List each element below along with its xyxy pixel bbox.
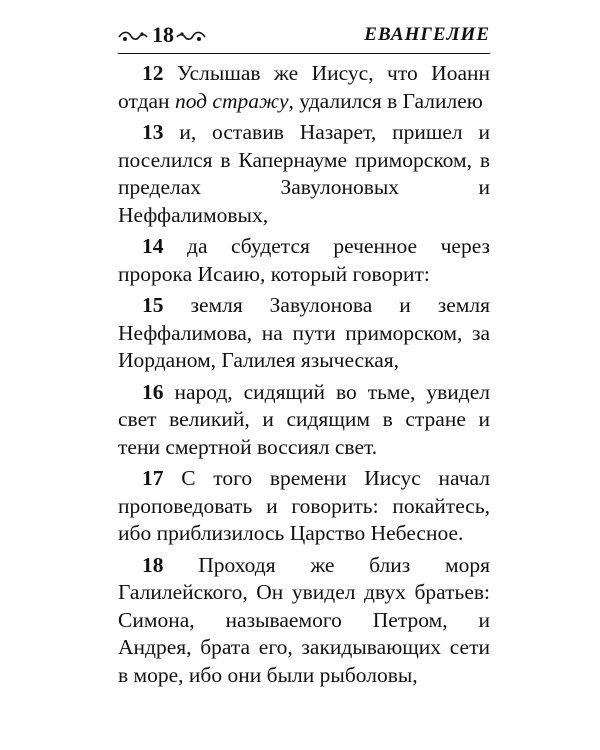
verse-text: С того времени Иисус начал проповедовать и говорить: покайтесь, ибо приблизилось Царство Небесное. <box>118 466 490 545</box>
verse-number: 18 <box>142 552 164 577</box>
verse-italic-text: под стражу <box>174 88 289 113</box>
verse-14 <box>118 233 490 288</box>
verse-text: Услышав же Иисус, что Иоанн отдан <box>118 61 490 113</box>
verse-16 <box>118 379 490 462</box>
verse-number: 17 <box>142 466 164 490</box>
vine-ornament-icon <box>118 30 148 44</box>
verse-number: 14 <box>142 234 164 258</box>
verse-number: 13 <box>142 120 164 144</box>
verse-number: 16 <box>142 379 164 404</box>
verse-text: Проходя же близ моря Галилейского, Он увидел двух братьев: Симона, называемого Петром, и Андрея, брата его, закидывающих сети в море, ибо они были рыболовы, <box>118 552 490 687</box>
verse-17 <box>118 465 490 548</box>
verse-text: , удалился в Галилею <box>288 88 483 113</box>
verse-text: земля Завулонова и земля Неффалимова, на пути приморском, за Иорданом, Галилея языческая, <box>118 293 490 372</box>
scripture-text <box>118 60 490 693</box>
header-rule <box>118 53 490 54</box>
vine-ornament-icon <box>176 30 206 44</box>
verse-text: и, оставив Назарет, пришел и поселился в Капернауме приморском, в пределах Завулоновых и Неффалимовых, <box>118 120 490 227</box>
verse-13 <box>118 119 490 229</box>
verse-text: да сбудется реченное через пророка Исаию, который говорит: <box>118 234 490 286</box>
verse-12 <box>118 60 490 115</box>
verse-number: 15 <box>142 293 164 317</box>
page-header <box>118 20 490 54</box>
page-number: 18 <box>152 22 174 47</box>
running-title: ЕВАНГЕЛИЕ <box>364 24 490 45</box>
verse-18 <box>118 552 490 690</box>
verse-15 <box>118 292 490 375</box>
verse-number: 12 <box>142 61 164 85</box>
verse-text: народ, сидящий во тьме, увидел свет великий, и сидящим в стране и тени смертной воссиял свет. <box>118 379 490 459</box>
